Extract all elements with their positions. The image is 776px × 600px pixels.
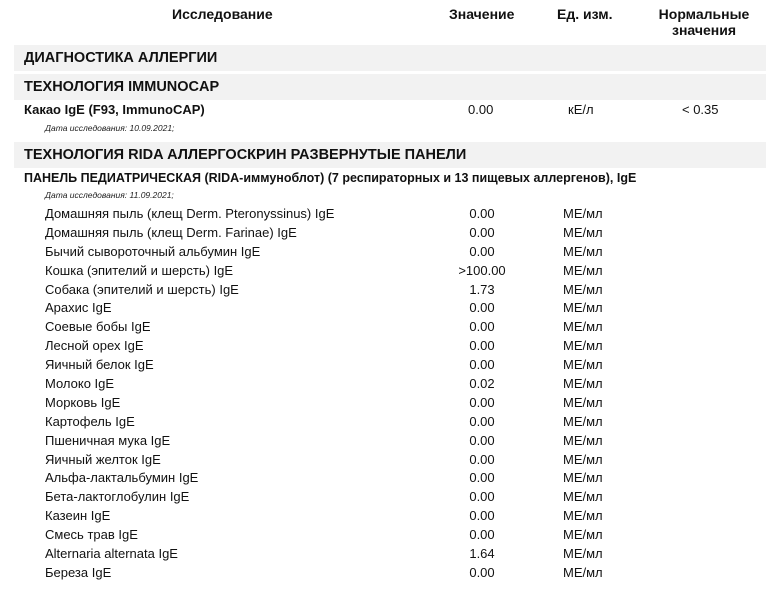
test-unit: МЕ/мл xyxy=(563,546,603,562)
test-unit: МЕ/мл xyxy=(563,338,603,354)
test-value: 0.00 xyxy=(469,527,495,543)
section-rida xyxy=(14,142,766,168)
test-name: Яичный желток IgE xyxy=(45,451,161,467)
test-value: 1.73 xyxy=(469,281,495,297)
section-title: ТЕХНОЛОГИЯ RIDA АЛЛЕРГОСКРИН РАЗВЕРНУТЫЕ ПАНЕЛИ xyxy=(24,147,467,163)
test-name: Домашняя пыль (клещ Derm. Farinae) IgE xyxy=(45,224,297,240)
table-row xyxy=(0,243,776,262)
cocoa-test-unit: кЕ/л xyxy=(568,102,594,117)
table-row xyxy=(0,262,776,281)
test-name: Береза IgE xyxy=(45,564,112,580)
test-name: Морковь IgE xyxy=(45,394,121,410)
test-unit: МЕ/мл xyxy=(563,319,603,335)
test-value: 0.00 xyxy=(469,489,495,505)
section-immunocap xyxy=(14,74,766,100)
table-row xyxy=(0,526,776,545)
test-value: 0.00 xyxy=(469,206,495,221)
test-value: 0.00 xyxy=(469,470,495,486)
test-unit: МЕ/мл xyxy=(563,527,603,543)
test-value: 0.00 xyxy=(469,243,495,259)
cocoa-test-date: Дата исследования: 10.09.2021; xyxy=(45,123,175,133)
table-row xyxy=(0,337,776,356)
test-unit: МЕ/мл xyxy=(563,413,603,429)
test-value: 0.00 xyxy=(469,564,495,580)
cocoa-test-name: Какао IgE (F93, ImmunoCAP) xyxy=(24,102,205,117)
test-value: 0.00 xyxy=(469,413,495,429)
test-name: Бычий сывороточный альбумин IgE xyxy=(45,243,261,259)
test-value: 0.00 xyxy=(469,394,495,410)
test-unit: МЕ/мл xyxy=(563,470,603,486)
header-test: Исследование xyxy=(172,6,273,22)
test-name: Яичный белок IgE xyxy=(45,357,154,373)
test-value: 0.00 xyxy=(469,224,495,240)
test-value: 0.00 xyxy=(469,338,495,354)
table-row xyxy=(0,281,776,300)
table-row xyxy=(0,488,776,507)
test-unit: МЕ/мл xyxy=(563,451,603,467)
test-name: Лесной орех IgE xyxy=(45,338,144,354)
test-name: Арахис IgE xyxy=(45,300,112,316)
test-value: 1.64 xyxy=(469,546,495,562)
test-value: 0.00 xyxy=(469,508,495,524)
table-header xyxy=(0,0,776,44)
test-unit: МЕ/мл xyxy=(563,432,603,448)
header-value: Значение xyxy=(449,6,515,22)
section-title: ДИАГНОСТИКА АЛЛЕРГИИ xyxy=(24,50,218,66)
panel-date: Дата исследования: 11.09.2021; xyxy=(45,190,174,200)
test-name: Молоко IgE xyxy=(45,376,115,392)
table-row xyxy=(0,451,776,470)
test-unit: МЕ/мл xyxy=(563,564,603,580)
test-unit: МЕ/мл xyxy=(563,376,603,392)
test-name: Кошка (эпителий и шерсть) IgE xyxy=(45,262,234,278)
section-title: ТЕХНОЛОГИЯ IMMUNOCAP xyxy=(24,79,220,95)
test-unit: МЕ/мл xyxy=(563,262,603,278)
test-name: Картофель IgE xyxy=(45,413,135,429)
table-row xyxy=(0,299,776,318)
test-name: Alternaria alternata IgE xyxy=(45,546,178,562)
panel-results-list xyxy=(0,205,776,583)
table-row xyxy=(0,394,776,413)
test-value: >100.00 xyxy=(458,262,506,278)
cocoa-test-value: 0.00 xyxy=(468,102,494,117)
table-row xyxy=(0,545,776,564)
test-value: 0.00 xyxy=(469,300,495,316)
test-unit: МЕ/мл xyxy=(563,281,603,297)
table-row xyxy=(0,224,776,243)
test-name: Бета-лактоглобулин IgE xyxy=(45,489,190,505)
test-name: Собака (эпителий и шерсть) IgE xyxy=(45,281,239,297)
test-name: Соевые бобы IgE xyxy=(45,319,151,335)
test-unit: МЕ/мл xyxy=(563,508,603,524)
test-value: 0.00 xyxy=(469,357,495,373)
test-value: 0.00 xyxy=(469,319,495,335)
panel-title: ПАНЕЛЬ ПЕДИАТРИЧЕСКАЯ (RIDA-иммуноблот) (7 респираторных и 13 пищевых аллергенов), IgE xyxy=(24,171,637,185)
header-unit: Ед. изм. xyxy=(557,6,613,22)
table-row xyxy=(0,469,776,488)
test-unit: МЕ/мл xyxy=(563,489,603,505)
test-name: Домашняя пыль (клещ Derm. Pteronyssinus) IgE xyxy=(45,206,335,221)
test-value: 0.02 xyxy=(469,376,495,392)
test-unit: МЕ/мл xyxy=(563,206,603,221)
test-unit: МЕ/мл xyxy=(563,357,603,373)
table-row xyxy=(0,205,776,224)
test-unit: МЕ/мл xyxy=(563,394,603,410)
test-value: 0.00 xyxy=(469,432,495,448)
table-row xyxy=(0,318,776,337)
test-unit: МЕ/мл xyxy=(563,224,603,240)
section-allergy-diagnostics xyxy=(14,45,766,71)
test-unit: МЕ/мл xyxy=(563,300,603,316)
test-name: Казеин IgE xyxy=(45,508,111,524)
test-value: 0.00 xyxy=(469,451,495,467)
header-normal: Нормальные значения xyxy=(658,6,750,38)
test-name: Смесь трав IgE xyxy=(45,527,138,543)
table-row xyxy=(0,507,776,526)
table-row xyxy=(0,356,776,375)
table-row xyxy=(0,413,776,432)
test-name: Альфа-лактальбумин IgE xyxy=(45,470,199,486)
table-row xyxy=(0,432,776,451)
cocoa-test-normal: < 0.35 xyxy=(682,102,719,117)
test-name: Пшеничная мука IgE xyxy=(45,432,171,448)
table-row xyxy=(0,564,776,583)
test-unit: МЕ/мл xyxy=(563,243,603,259)
table-row xyxy=(0,375,776,394)
